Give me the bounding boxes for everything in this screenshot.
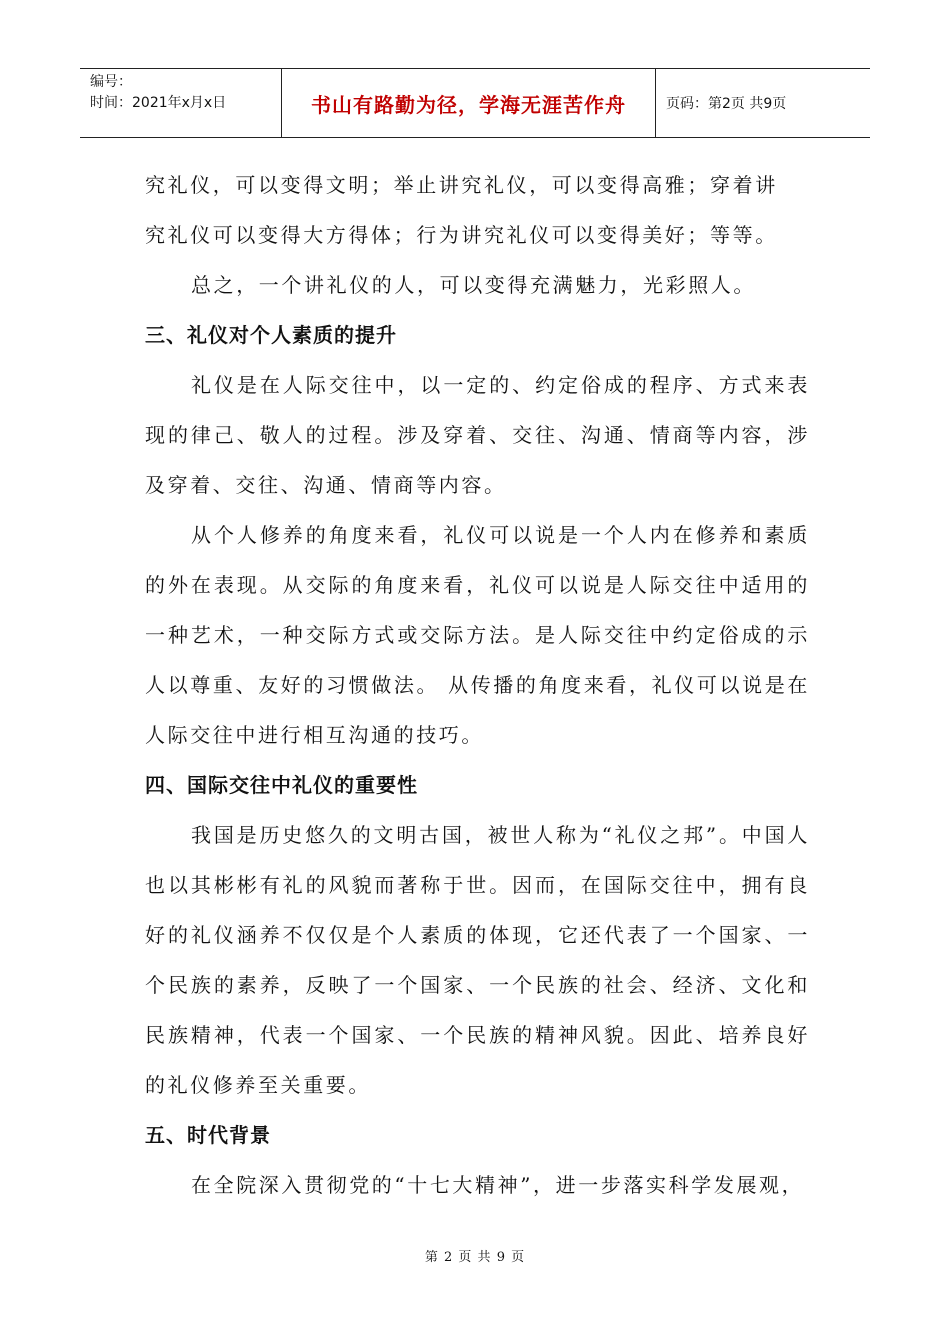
document-number-label: 编号： xyxy=(90,74,132,90)
header-page-info: 页码：第2页 共9页 xyxy=(666,96,787,112)
paragraph: 从个人修养的角度来看，礼仪可以说是一个人内在修养和素质的外在表现。从交际的角度来看，礼仪可以说是人际交往中适用的一种艺术，一种交际方式或交际方法。是人际交往中约定俗成的示人以尊重、友好的习惯做法。 从传播的角度来看，礼仪可以说是在人际交往中进行相互沟通的技巧。 xyxy=(145,523,810,747)
section-heading: 五、时代背景 xyxy=(145,1123,271,1147)
document-body xyxy=(145,160,810,1210)
paragraph-line: 究礼仪，可以变得文明；举止讲究礼仪，可以变得高雅；穿着讲 xyxy=(145,173,778,197)
paragraph: 在全院深入贯彻党的“十七大精神”，进一步落实科学发展观， xyxy=(191,1173,805,1197)
document-header xyxy=(80,68,870,138)
paragraph: 总之，一个讲礼仪的人，可以变得充满魅力，光彩照人。 xyxy=(191,273,756,297)
paragraph-line: 究礼仪可以变得大方得体；行为讲究礼仪可以变得美好；等等。 xyxy=(145,223,778,247)
header-motto: 书山有路勤为径，学海无涯苦作舟 xyxy=(282,69,656,137)
document-time-label: 时间：2021年x月x日 xyxy=(90,95,227,111)
section-heading: 四、国际交往中礼仪的重要性 xyxy=(145,773,418,797)
section-heading: 三、礼仪对个人素质的提升 xyxy=(145,323,397,347)
page-footer: 第 2 页 共 9 页 xyxy=(424,1250,526,1265)
paragraph: 我国是历史悠久的文明古国，被世人称为“礼仪之邦”。中国人也以其彬彬有礼的风貌而著称于世。因而，在国际交往中，拥有良好的礼仪涵养不仅仅是个人素质的体现，它还代表了一个国家、一个民族的素养，反映了一个国家、一个民族的社会、经济、文化和民族精神，代表一个国家、一个民族的精神风貌。因此、培养良好的礼仪修养至关重要。 xyxy=(145,823,810,1097)
paragraph: 礼仪是在人际交往中，以一定的、约定俗成的程序、方式来表现的律己、敬人的过程。涉及穿着、交往、沟通、情商等内容，涉及穿着、交往、沟通、情商等内容。 xyxy=(145,373,810,497)
header-meta xyxy=(80,69,282,137)
